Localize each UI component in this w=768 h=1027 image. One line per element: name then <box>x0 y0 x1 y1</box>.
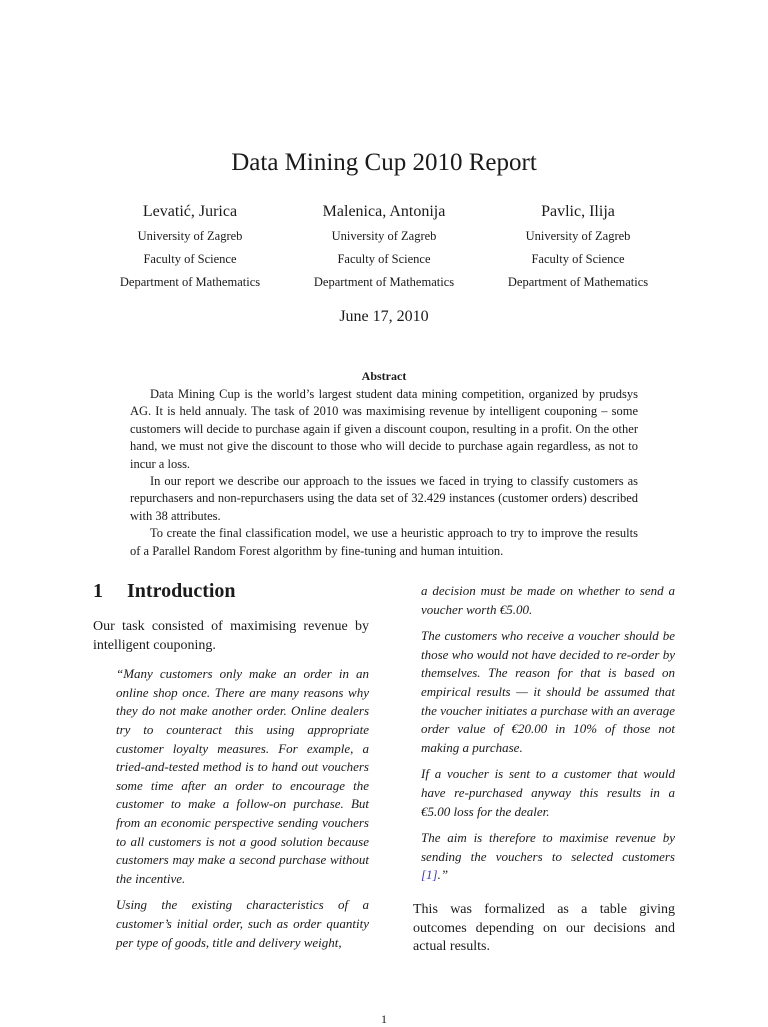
page-number: 1 <box>381 1012 387 1026</box>
author-block-3 <box>481 202 675 297</box>
section-title: Introduction <box>127 580 236 602</box>
abstract <box>130 386 638 560</box>
section-heading <box>93 578 369 604</box>
author-university: University of Zagreb <box>331 229 437 243</box>
author-faculty: Faculty of Science <box>143 252 237 266</box>
author-block-1 <box>93 202 287 297</box>
author-faculty: Faculty of Science <box>337 252 431 266</box>
quote-paragraph: Using the existing characteristics of a customer’s initial order, such as order quantity per type of goods, title and delivery weight, <box>116 897 369 950</box>
author-faculty: Faculty of Science <box>531 252 625 266</box>
quote-text: The aim is therefore to maximise revenue by sending the vouchers to selected customers <box>421 830 675 864</box>
quote-paragraph: a decision must be made on whether to send a voucher worth €5.00. <box>421 583 675 617</box>
author-name: Pavlic, Ilija <box>541 203 615 220</box>
author-university: University of Zagreb <box>137 229 243 243</box>
abstract-heading: Abstract <box>361 369 407 383</box>
citation-link[interactable]: [1] <box>421 867 438 883</box>
author-department: Department of Mathematics <box>119 275 261 289</box>
author-name: Malenica, Antonija <box>322 203 446 220</box>
quote-paragraph: “Many customers only make an order in an online shop once. There are many reasons why they do not make another order. Online dealers try to counteract this using appropriate customer loyalty measures. For example, a tried-and-tested method is to hand out vouchers some time after an order to encourage the customer to make a follow-on purchase. But from an economic perspective sending vouchers to all customers is not a good solution because customers may make a second purchase without the incentive. <box>116 666 369 886</box>
quote-paragraph-last <box>421 829 675 885</box>
abstract-paragraph: To create the final classification model, we use a heuristic approach to try to improve the results of a Parallel Random Forest algorithm by fine-tuning and human intuition. <box>130 526 638 558</box>
quote-paragraph: If a voucher is sent to a customer that would have re-purchased anyway this results in a €5.00 loss for the dealer. <box>421 766 675 819</box>
author-block-2 <box>287 202 481 297</box>
section-number: 1 <box>93 580 103 602</box>
author-university: University of Zagreb <box>525 229 631 243</box>
author-name: Levatić, Jurica <box>142 203 238 220</box>
paper-date: June 17, 2010 <box>339 308 429 325</box>
intro-paragraph: Our task consisted of maximising revenue by intelligent couponing. <box>93 619 369 653</box>
abstract-paragraph: Data Mining Cup is the world’s largest student data mining competition, organized by prudsys AG. It is held annualy. The task of 2010 was maximising revenue by intelligent couponing – some customers will decide to purchase again if given a discount coupon, resulting in a profit. On the other hand, we must not give the discount to those who will decide to purchase again regardless, as not to incur a loss. <box>130 387 638 471</box>
quote-paragraph: The customers who receive a voucher should be those who would not have decided to re-order by themselves. The reason for that is based on empirical results — it should be assumed that the voucher initiates a purchase with an average order value of €20.00 in 10% of those not making a purchase. <box>421 628 675 755</box>
abstract-paragraph: In our report we describe our approach to the issues we faced in trying to classify customers as repurchasers and non-repurchasers using the data set of 32.429 instances (customer orders) described with 38 attributes. <box>130 474 638 523</box>
outro-paragraph: This was formalized as a table giving outcomes depending on our decisions and actual results. <box>413 901 675 955</box>
quote-end: .” <box>437 867 449 883</box>
left-column <box>93 578 369 960</box>
paper-title: Data Mining Cup 2010 Report <box>231 149 537 176</box>
author-department: Department of Mathematics <box>313 275 455 289</box>
right-column <box>413 582 675 967</box>
author-department: Department of Mathematics <box>507 275 649 289</box>
